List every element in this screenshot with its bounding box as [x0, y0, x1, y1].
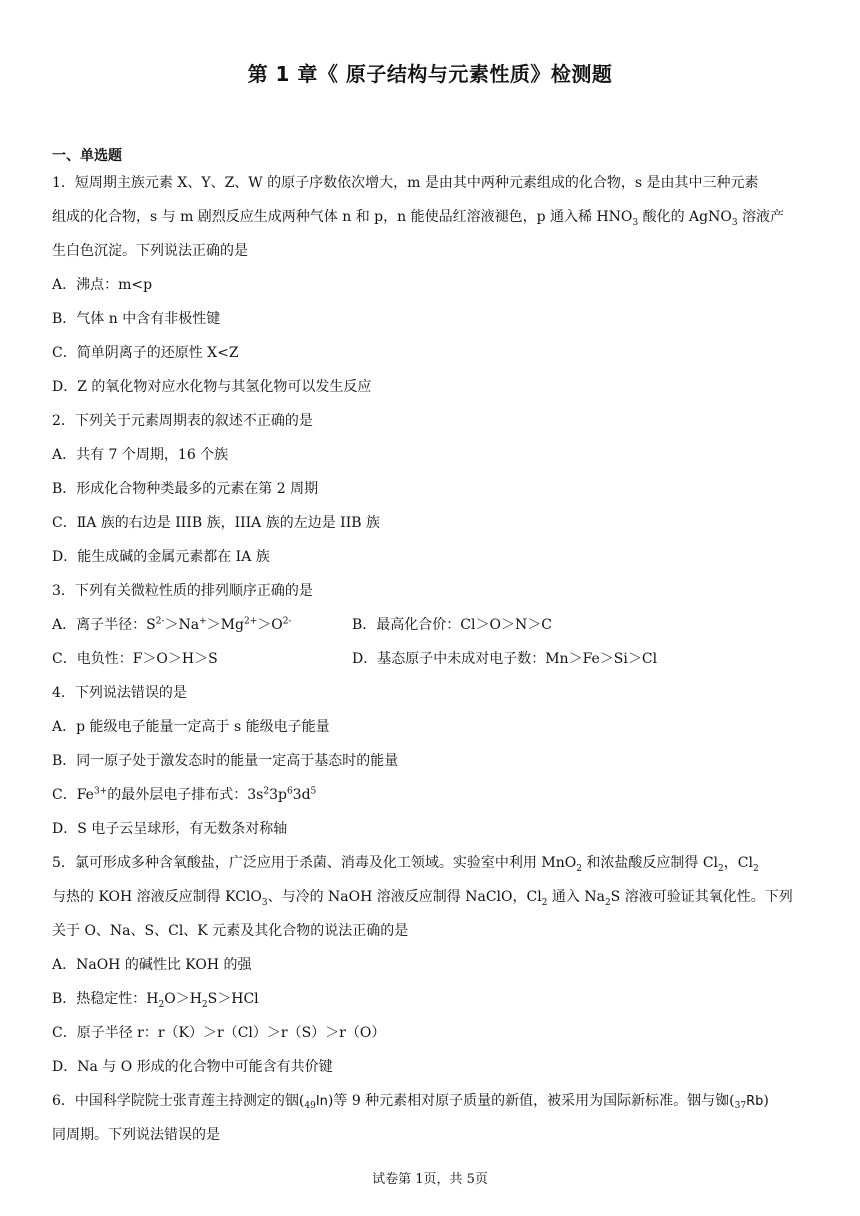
rubidium-symbol: Rb: [746, 1094, 764, 1109]
question-6-stem: 6．中国科学院院士张青莲主持测定的铟(49In)等 9 种元素相对原子质量的新值，被采用为国际新标准。铟与铷(37Rb) 同周期。下列说法错误的是: [52, 1093, 769, 1143]
question-3-option-a: A．离子半径：$S^{2-}>Na^+>Mg^{2+}>O^{2-}$: [52, 616, 292, 633]
question-2-option-c: C．ⅡA 族的右边是 IIIB 族，IIIA 族的左边是 IIB 族: [52, 515, 380, 531]
indium-symbol: In: [315, 1094, 328, 1109]
question-3-option-c: C．电负性：F＞O＞H＞S: [52, 651, 218, 667]
question-2-option-a: A．共有 7 个周期，16 个族: [52, 447, 229, 463]
question-1-stem: 1．短周期主族元素 X、Y、Z、W 的原子序数依次增大，m 是由其中两种元素组成的化合物，s 是由其中三种元素 组成的化合物，s 与 m 剧烈反应生成两种气体 n 和 p，n 能使品红溶液褪色，p 通入稀 $HNO_3$ 酸化的 AgNO$_3$ 溶液产 生白色沉淀。下列说法正确的是: [52, 175, 785, 259]
question-1-option-c: C．简单阴离子的还原性 X<Z: [52, 345, 239, 361]
question-3-options-cd: [52, 646, 808, 672]
question-2-option-b: B．形成化合物种类最多的元素在第 2 周期: [52, 481, 319, 497]
question-5-option-b: B．热稳定性：$H_2O>H_2S>HCl$: [52, 991, 259, 1010]
question-4-stem: 4．下列说法错误的是: [52, 685, 187, 701]
page-title: 第 1 章《 原子结构与元素性质》检测题: [247, 62, 613, 86]
question-1-option-b: B．气体 n 中含有非极性键: [52, 311, 221, 327]
question-5-option-c: C．原子半径 r：r（K）＞r（Cl）＞r（S）＞r（O）: [52, 1025, 386, 1041]
question-2-option-d: D．能生成碱的金属元素都在 IA 族: [52, 549, 270, 565]
question-5-option-d: D．Na 与 O 形成的化合物中可能含有共价键: [52, 1059, 333, 1075]
question-5-stem: 5．氯可形成多种含氧酸盐，广泛应用于杀菌、消毒及化工领域。实验室中利用 MnO$_2$ 和浓盐酸反应制得 $Cl_2$，$Cl_2$ 与热的 KOH 溶液反应制得 KClO$_3$、与冷的 NaOH 溶液反应制得 NaClO，$Cl_2$ 通入 $Na_2S$ 溶液可验证其氧化性。下列 关于 O、Na、S、Cl、K 元素及其化合物的说法正确的是: [52, 855, 793, 939]
question-4-option-b: B．同一原子处于激发态时的能量一定高于基态时的能量: [52, 753, 399, 769]
question-3-option-b: B．最高化合价：Cl＞O＞N＞C: [352, 617, 552, 633]
question-2-stem: 2．下列关于元素周期表的叙述不正确的是: [52, 413, 313, 429]
question-4-option-a: A．p 能级电子能量一定高于 s 能级电子能量: [52, 719, 330, 735]
question-3-options-ab: [52, 612, 808, 638]
question-4-option-c: C．$Fe^{3+}$的最外层电子排布式：$3s^23p^63d^5$: [52, 786, 317, 803]
page-footer: 试卷第 1页，共 5页: [372, 1172, 488, 1187]
question-5-option-a: A．NaOH 的碱性比 KOH 的强: [52, 957, 252, 973]
question-1-option-a: A．沸点：m<p: [52, 277, 153, 293]
question-1-option-d: D．Z 的氧化物对应水化物与其氢化物可以发生反应: [52, 379, 372, 395]
question-3-option-d: D．基态原子中未成对电子数：Mn＞Fe＞Si＞Cl: [352, 651, 658, 667]
question-3-stem: 3．下列有关微粒性质的排列顺序正确的是: [52, 583, 313, 599]
indium-atomic-number: 49: [304, 1101, 316, 1111]
section-heading: 一、单选题: [52, 148, 122, 164]
question-4-option-d: D．S 电子云呈球形，有无数条对称轴: [52, 821, 288, 837]
question-list: [52, 170, 808, 1156]
rubidium-atomic-number: 37: [734, 1101, 747, 1111]
